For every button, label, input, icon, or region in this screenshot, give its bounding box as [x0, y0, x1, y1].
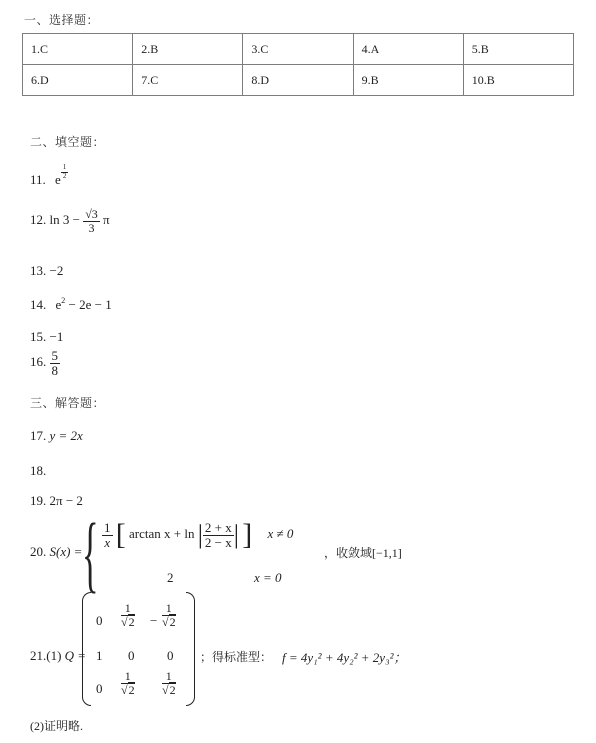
matrix-paren-left: [82, 592, 91, 706]
expr-prefix: 12. ln 3 −: [30, 212, 80, 228]
answer-14: [30, 297, 112, 313]
matrix-cell: 0: [96, 681, 103, 696]
table-cell: 1.C: [23, 34, 133, 65]
exponent-fraction: [61, 164, 69, 180]
answer-19: 19. 2π − 2: [30, 493, 83, 508]
answer-21-label: [30, 648, 86, 664]
answer-15: 15. −1: [30, 329, 64, 344]
section-title-mc: 一、选择题：: [24, 13, 100, 27]
numerator: √3: [85, 207, 98, 221]
lhs: S(x) =: [49, 544, 83, 559]
answer-label: 14.: [30, 297, 47, 312]
piecewise-case-2-condition: x = 0: [254, 570, 282, 585]
answer-17: [30, 428, 83, 444]
fraction: [83, 208, 100, 234]
denominator: √2: [162, 614, 176, 629]
denominator: 3: [88, 220, 95, 235]
answer-16: [30, 349, 60, 377]
exp-numerator: 1: [62, 163, 67, 172]
denominator: √2: [121, 682, 135, 697]
table-cell: 5.B: [463, 34, 573, 65]
table-cell: 3.C: [243, 34, 353, 65]
answer-12: [30, 208, 110, 234]
numerator: 2 + x: [204, 519, 232, 535]
expr-rest: − 2e − 1: [65, 297, 112, 312]
answer-20-label: [30, 544, 82, 560]
numerator: 1: [104, 519, 111, 535]
table-cell: 2.B: [133, 34, 243, 65]
table-cell: 10.B: [463, 65, 573, 96]
section-title-solve: 三、解答题：: [30, 396, 106, 410]
answer-label: 20.: [30, 544, 47, 559]
base: e: [55, 297, 62, 312]
pi-symbol: π: [103, 212, 110, 228]
condition: x ≠ 0: [267, 525, 294, 541]
answer-label: 11.: [30, 172, 46, 187]
matrix-cell: [121, 602, 135, 628]
numerator: 1: [121, 602, 135, 616]
table-cell: 6.D: [23, 65, 133, 96]
numerator: 5: [51, 348, 58, 363]
section-title-fill: 二、填空题：: [30, 135, 106, 149]
denominator: √2: [162, 682, 176, 697]
answer-13: 13. −2: [30, 263, 64, 278]
piecewise-case-2-value: 2: [167, 570, 174, 585]
table-cell: 7.C: [133, 65, 243, 96]
bracket-left: [: [115, 518, 126, 551]
abs-bar: |: [197, 520, 203, 549]
matrix-cell-sign: −: [150, 613, 158, 628]
answer-18: 18.: [30, 463, 47, 478]
convergence-domain: ，收敛域[−1,1]: [324, 546, 402, 560]
answer-11: [30, 163, 68, 189]
denominator: x: [104, 534, 111, 550]
numerator: 1: [162, 670, 176, 684]
matrix-cell: [162, 670, 176, 696]
left-brace: {: [82, 505, 99, 601]
standard-form-label: ；得标准型：: [200, 650, 273, 664]
abs-bar: |: [233, 520, 239, 549]
denominator: 8: [51, 362, 58, 378]
denominator: 2 − x: [204, 534, 232, 550]
piecewise-case-1: [102, 518, 293, 552]
answer-21-part2: (2)证明略.: [30, 719, 83, 733]
fraction: [102, 521, 113, 549]
exp-denominator: 2: [62, 171, 67, 180]
table-cell: 9.B: [353, 65, 463, 96]
expression: y = 2x: [49, 428, 83, 443]
answer-label: 21.(1): [30, 648, 62, 663]
standard-form-expression: f = 4y₁² + 4y₂² + 2y₃²；: [282, 650, 407, 665]
matrix-paren-right: [186, 592, 195, 706]
arctan-term: arctan x + ln: [129, 525, 195, 541]
exponent: 2: [61, 296, 66, 305]
denominator: √2: [121, 614, 135, 629]
answer-label: 17.: [30, 428, 47, 443]
matrix-cell: [121, 670, 135, 696]
table-cell: 8.D: [243, 65, 353, 96]
answer-label: 16.: [30, 354, 47, 370]
matrix-cell: 0: [96, 613, 103, 628]
matrix-cell: [162, 602, 176, 628]
numerator: 1: [162, 602, 176, 616]
answer-table: [22, 33, 574, 96]
matrix-cell: 0: [128, 648, 135, 663]
fraction: [50, 349, 61, 377]
matrix-cell: 0: [167, 648, 174, 663]
table-cell: 4.A: [353, 34, 463, 65]
abs-fraction: [203, 521, 234, 549]
table-row: [23, 65, 574, 96]
table-row: [23, 34, 574, 65]
lhs: Q =: [64, 648, 87, 663]
matrix-cell: 1: [96, 648, 103, 663]
base: e: [55, 172, 61, 187]
numerator: 1: [121, 670, 135, 684]
bracket-right: ]: [242, 518, 253, 551]
